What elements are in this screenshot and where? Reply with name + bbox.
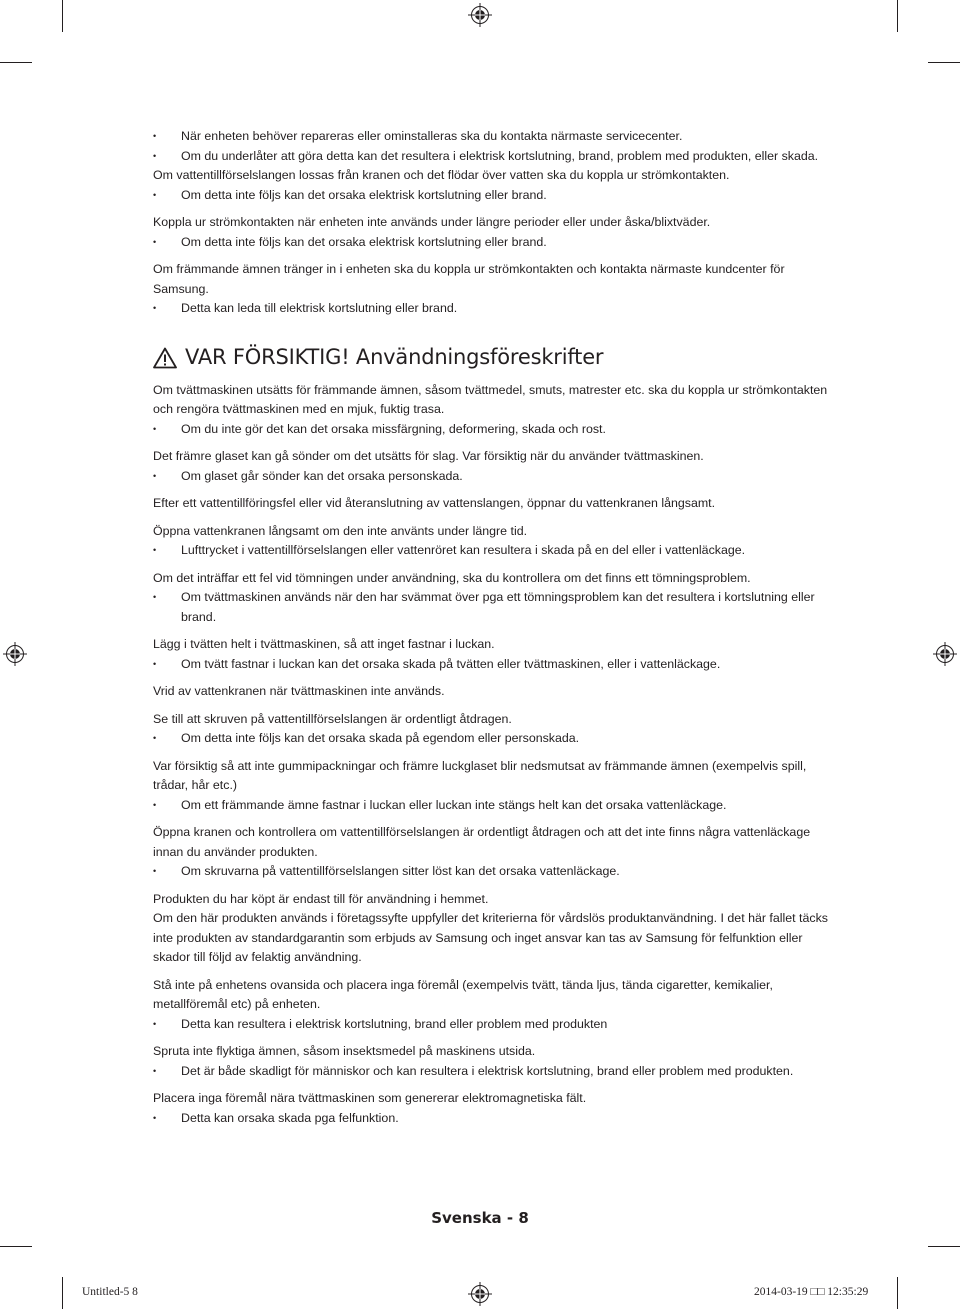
bullet-marker: • [153,545,157,555]
bullet-text: Om glaset går sönder kan det orsaka personskada. [181,468,463,483]
bullet-marker: • [153,866,157,876]
bullet-marker: • [153,236,157,247]
paragraph: Lägg i tvätten helt i tvättmaskinen, så att inget fastnar i luckan. [153,637,495,651]
section-heading [153,344,833,369]
registration-mark-icon [933,642,957,666]
bullet-item [153,655,833,675]
bullet-marker: • [153,189,157,200]
bullet-marker: • [153,658,157,669]
bullet-text: Om ett främmande ämne fastnar i luckan eller luckan inte stängs helt kan det orsaka vattenläckage. [181,797,727,812]
paragraph: Vrid av vattenkranen när tvättmaskinen inte används. [153,684,445,698]
paragraph: Koppla ur strömkontakten när enheten inte används under längre perioder eller under åska/blixtväder. [153,215,711,229]
crop-mark [62,1277,63,1309]
crop-mark [897,1277,898,1309]
paragraph: Var försiktig så att inte gummipackningar och främre luckglaset blir nedsmutsat av främmande ämnen (exempelvis spill, trådar, hår etc.) [153,758,807,792]
bullet-item [153,233,833,253]
bullet-item [153,186,833,206]
paragraph: Placera inga föremål nära tvättmaskinen som genererar elektromagnetiska fält. [153,1091,587,1105]
bullet-marker: • [153,1112,157,1123]
bullet-item [153,729,833,749]
bullet-item [153,796,833,816]
bullet-marker: • [153,470,157,481]
crop-mark [0,62,32,63]
bullet-text: Om detta inte följs kan det orsaka elektrisk kortslutning eller brand. [181,234,547,249]
warning-triangle-icon [153,347,177,369]
page-number: Svenska - 8 [431,1209,529,1227]
paragraph: Öppna kranen och kontrollera om vattentillförselslangen är ordentligt åtdragen och att det inte finns några vattenläckage innan du använder produkten. [153,825,811,859]
paragraph: Öppna vattenkranen långsamt om den inte använts under längre tid. [153,523,528,538]
bullet-item [153,147,833,167]
bullet-text: Om tvättmaskinen används när den har svämmat över pga ett tömningsproblem kan det resultera i kortslutning eller brand. [181,590,815,624]
bullet-text: Detta kan orsaka skada pga felfunktion. [181,1110,399,1125]
bullet-text: Lufttrycket i vattentillförselslangen eller vattenröret kan resultera i skada på en del eller i vattenläckage. [181,543,746,557]
bullet-item [153,541,833,561]
bullet-marker: • [153,150,157,161]
bullet-item [153,1109,833,1129]
registration-mark-icon [468,1282,492,1306]
bullet-marker: • [153,592,157,602]
bullet-marker: • [153,733,157,743]
paragraph: Om tvättmaskinen utsätts för främmande ämnen, såsom tvättmedel, smuts, matrester etc. ska du koppla ur strömkontakten och rengöra tvättmaskinen med en mjuk, fuktig trasa. [153,382,828,416]
document-body [153,127,833,1136]
bullet-item [153,420,833,440]
crop-mark [928,1246,960,1247]
section-title: VAR FÖRSIKTIG! Användningsföreskrifter [185,344,604,369]
paragraph: Stå inte på enhetens ovansida och placera inga föremål (exempelvis tvätt, tända ljus, tända cigaretter, kemikalier, metallföremål etc) på enheten. [153,977,773,1011]
bullet-text: Detta kan resultera i elektrisk kortslutning, brand eller problem med produkten [181,1016,608,1031]
bullet-marker: • [153,303,157,313]
paragraph: Om det inträffar ett fel vid tömningen under användning, ska du kontrollera om det finns ett tömningsproblem. [153,570,751,585]
paragraph: Om den här produkten används i företagssyfte uppfyller det kriterierna för vårdslös produktanvändning. I det här fallet täcks inte produkten av standardgarantin som erbjuds av Samsung och inget ansvar kan tas av Samsung för felfunktion eller skador till följd av felaktig användning. [153,911,828,964]
bullet-item [153,127,833,147]
bullet-text: Om tvätt fastnar i luckan kan det orsaka skada på tvätten eller tvättmaskinen, eller i vattenläckage. [181,656,721,671]
registration-mark-icon [3,642,27,666]
bullet-marker: • [153,1065,157,1076]
bullet-marker: • [153,799,157,810]
bullet-item [153,1062,833,1082]
bullet-marker: • [153,131,157,141]
bullet-text: När enheten behöver repareras eller ominstalleras ska du kontakta närmaste servicecenter. [181,129,683,143]
bullet-item [153,588,833,627]
bullet-item [153,862,833,882]
bullet-text: Om du inte gör det kan det orsaka missfärgning, deformering, skada och rost. [181,421,606,436]
paragraph: Spruta inte flyktiga ämnen, såsom insektsmedel på maskinens utsida. [153,1044,536,1058]
bullet-marker: • [153,423,157,434]
paragraph: Om vattentillförselslangen lossas från kranen och det flödar över vatten ska du koppla ur strömkontakten. [153,168,730,182]
bullet-text: Om skruvarna på vattentillförselslangen sitter löst kan det orsaka vattenläckage. [181,864,620,878]
registration-mark-icon [468,3,492,27]
bullet-item [153,1015,833,1035]
bullet-marker: • [153,1018,157,1029]
crop-mark [928,62,960,63]
paragraph: Om främmande ämnen tränger in i enheten ska du koppla ur strömkontakten och kontakta närmaste kundcenter för Samsung. [153,262,785,296]
print-slug-left: Untitled-5 8 [82,1286,138,1298]
bullet-text: Om detta inte följs kan det orsaka skada på egendom eller personskada. [181,731,580,745]
crop-mark [62,0,63,32]
bullet-item [153,299,833,319]
bullet-text: Om detta inte följs kan det orsaka elektrisk kortslutning eller brand. [181,187,547,202]
paragraph: Det främre glaset kan gå sönder om det utsätts för slag. Var försiktig när du använder tvättmaskinen. [153,449,704,463]
paragraph: Se till att skruven på vattentillförselslangen är ordentligt åtdragen. [153,711,512,726]
bullet-text: Om du underlåter att göra detta kan det resultera i elektrisk kortslutning, brand, problem med produkten, eller skada. [181,148,819,163]
bullet-text: Det är både skadligt för människor och kan resultera i elektrisk kortslutning, brand eller problem med produkten. [181,1063,794,1078]
bullet-item [153,467,833,487]
crop-mark [0,1246,32,1247]
bullet-text: Detta kan leda till elektrisk kortslutning eller brand. [181,301,458,315]
print-slug-right: 2014-03-19 □□ 12:35:29 [754,1286,869,1298]
crop-mark [897,0,898,32]
paragraph: Efter ett vattentillföringsfel eller vid återanslutning av vattenslangen, öppnar du vattenkranen långsamt. [153,496,716,510]
paragraph: Produkten du har köpt är endast till för användning i hemmet. [153,891,489,906]
